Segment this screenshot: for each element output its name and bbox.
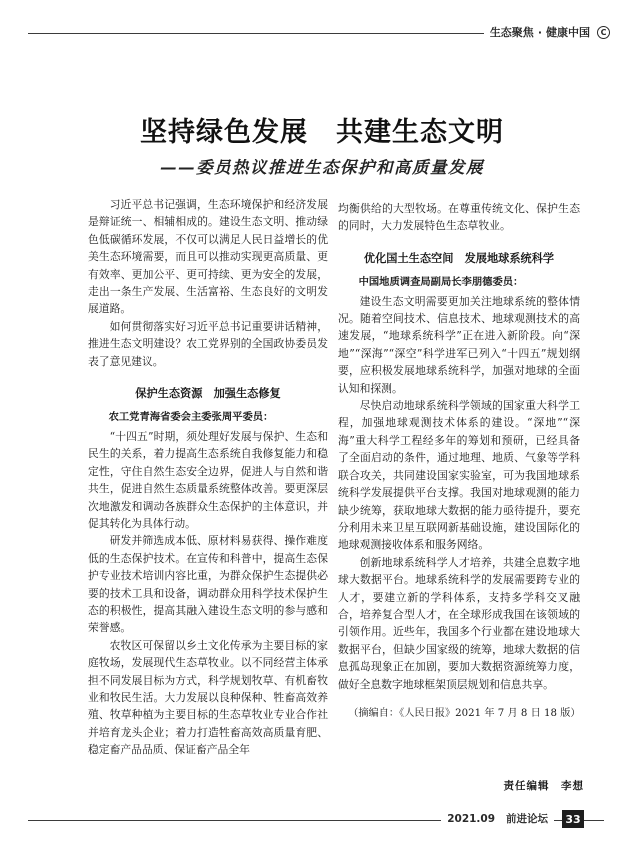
running-footer xyxy=(441,811,554,826)
body-paragraph: 建设生态文明需要更加关注地球系统的整体情况。随着空间技术、信息技术、地球观测技术的高速发展，“地球系统科学”正在进入新阶段。向“深地”“深海”“深空”科学进军已列入“十四五”规划纲要，应积极发展地球系统科学，加强对地球的全面认知和探测。 xyxy=(338,294,580,395)
header-dot: · xyxy=(537,25,542,39)
left-column xyxy=(88,196,328,759)
section-heading: 保护生态资源 加强生态修复 xyxy=(135,387,281,401)
header-magazine: 健康中国 xyxy=(546,26,590,39)
responsible-editor: 责任编辑 李想 xyxy=(503,780,584,792)
intro-paragraph: 习近平总书记强调，生态环境保护和经济发展是辩证统一、相辅相成的。建设生态文明、推动绿色低碳循环发展，不仅可以满足人民日益增长的优美生态环境需要，而且可以推动实现更高质量、更有效率、更加公平、更可持续、更为安全的发展，走出一条生产发展、生活富裕、生态良好的文明发展道路。 xyxy=(88,198,328,316)
body-paragraph-continued: 均衡供给的大型牧场。在尊重传统文化、保护生态的同时，大力发展特色生态草牧业。 xyxy=(338,202,580,233)
right-column xyxy=(338,200,580,722)
running-header xyxy=(484,24,610,40)
page-number: 33 xyxy=(562,810,584,828)
section-heading: 优化国土生态空间 发展地球系统科学 xyxy=(363,251,555,265)
source-citation: （摘编自：《人民日报》2021 年 7 月 8 日 18 版） xyxy=(348,707,581,719)
article-subtitle: ——委员热议推进生态保护和高质量发展 xyxy=(160,158,484,177)
magazine-logo-icon xyxy=(597,26,610,39)
speaker-line: 中国地质调查局副局长李朋德委员： xyxy=(358,276,524,289)
body-paragraph: 农牧区可保留以乡土文化传承为主要目标的家庭牧场，发展现代生态草牧业。以不同经营主体承担不同发展目标为方式，科学规划牧草、有机畜牧业和牧民生活。大力发展以良种保种、牲畜高效养殖、牧草种植为主要目标的生态草牧业专业合作社并培育龙头企业；着力打造牲畜高效高质量育肥、稳定畜产品品质、保证畜产品全年 xyxy=(88,638,328,757)
footer-journal: 前进论坛 xyxy=(506,813,548,825)
article-title: 坚持绿色发展 共建生态文明 xyxy=(140,117,504,148)
body-paragraph: 尽快启动地球系统科学领域的国家重大科学工程，加强地球观测技术体系的建设。“深地”“深海”重大科学工程经多年的筹划和预研，已经具备了全面启动的条件，通过地理、地质、气象等学科联合攻关，共同建设国家实验室，可为我国地球系统科学发展提供平台支撑。我国对地球观测的能力缺少统筹，获取地球大数据的能力亟待提升，要充分利用未来卫星互联网新基础设施，建设国际化的地球观测接收体系和服务网络。 xyxy=(338,399,580,552)
body-paragraph: 研发并筛选成本低、原材料易获得、操作难度低的生态保护技术。在宣传和科普中，提高生态保护专业技术培训内容比重，为群众保护生态提供必要的技术工具和设备，调动群众用科学技术保护生态的积极性，提高其融入建设生态文明的参与感和荣誉感。 xyxy=(88,534,328,635)
footer-issue: 2021.09 xyxy=(447,813,496,825)
speaker-line: 农工党青海省委会主委张周平委员： xyxy=(108,411,274,424)
header-column: 生态聚焦 xyxy=(489,26,534,39)
logo-glyph: C xyxy=(600,27,607,37)
intro-paragraph: 如何贯彻落实好习近平总书记重要讲话精神，推进生态文明建设？农工党界别的全国政协委员发表了意见建议。 xyxy=(88,319,328,368)
body-paragraph: 创新地球系统科学人才培养，共建全息数字地球大数据平台。地球系统科学的发展需要跨专业的人才，要建立新的学科体系，支持多学科交叉融合，培养复合型人才，在全球形成我国在该领域的引领作用。近些年，我国多个行业都在建设地球大数据平台，但缺少国家级的统筹，地球大数据的信息孤岛现象正在加剧，要加大数据资源统筹力度，做好全息数字地球框架顶层规划和信息共享。 xyxy=(338,555,580,691)
body-paragraph: “十四五”时期，须处理好发展与保护、生态和民生的关系，着力提高生态系统自我修复能力和稳定性，守住自然生态安全边界，促进人与自然和谐共生，促进自然生态质量系统整体改善。要更深层次地激发和调动各族群众生态保护的主体意识，并促其转化为具体行动。 xyxy=(88,429,328,530)
